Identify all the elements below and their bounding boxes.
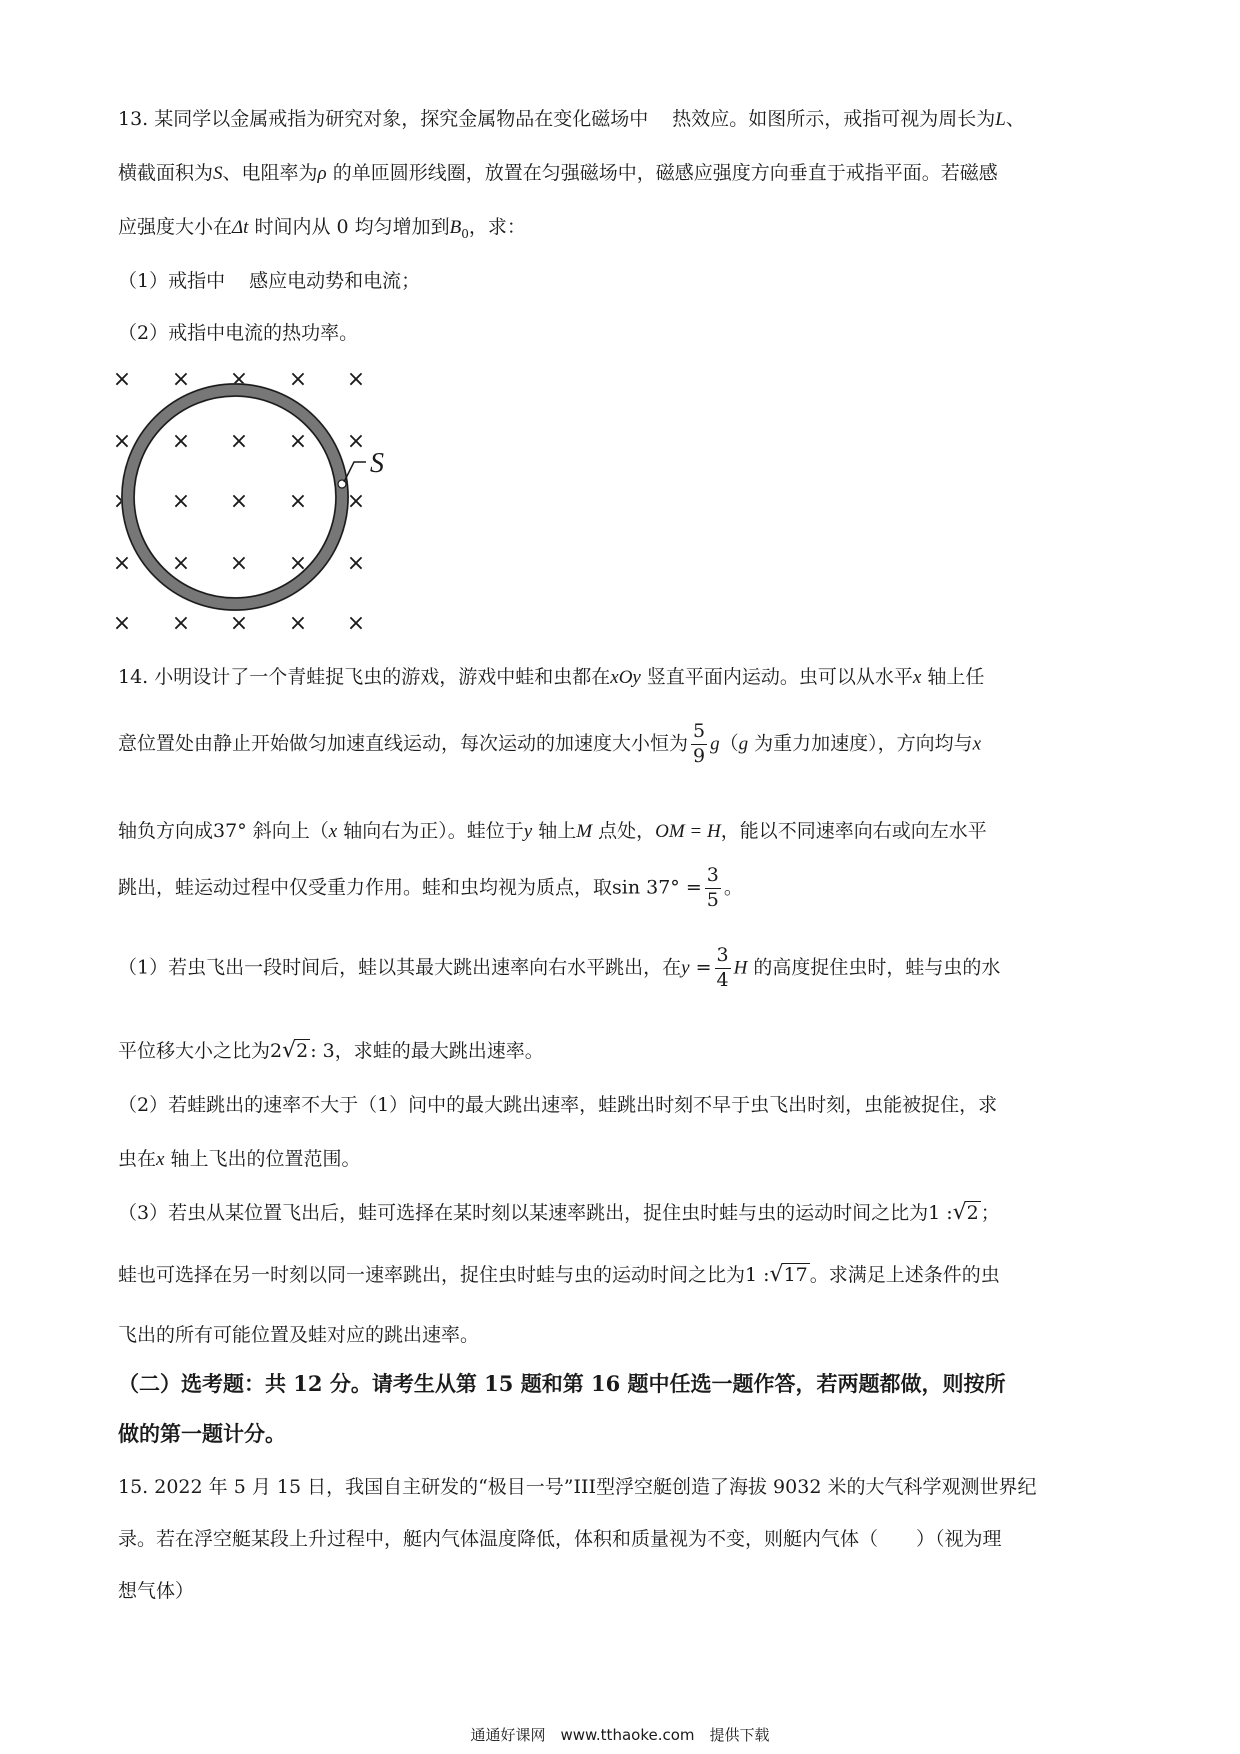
q13-line-2: 横截面积为S、电阻率为ρ 的单匝圆形线圈，放置在匀强磁场中，磁感应强度方向垂直于戒指平面。若磁感	[118, 162, 998, 184]
field-cross: ×	[346, 551, 366, 576]
q14-part-3-line-3: 飞出的所有可能位置及蛙对应的跳出速率。	[118, 1324, 480, 1346]
field-cross: ×	[171, 489, 191, 514]
field-cross: ×	[171, 551, 191, 576]
section-2-heading-line-2: 做的第一题计分。	[118, 1421, 286, 1446]
field-cross: ×	[112, 367, 132, 392]
field-cross: ×	[112, 551, 132, 576]
field-cross: ×	[112, 489, 132, 514]
fraction-3-4: $\frac{3}{4}$	[716, 944, 729, 991]
field-cross: ×	[112, 429, 132, 454]
q15-line-2: 录。若在浮空艇某段上升过程中，艇内气体温度降低，体积和质量视为不变，则艇内气体（ ）（视为理	[118, 1528, 1002, 1550]
q13-part-1: （1）戒指中 感应电动势和电流；	[118, 270, 421, 292]
q13-line-1: 13. 某同学以金属戒指为研究对象，探究金属物品在变化磁场中 热效应。如图所示，戒指可视为周长为L、	[118, 108, 1025, 130]
fraction-5-9: $\frac{5}{9}$	[693, 720, 706, 767]
q14-line-1: 14. 小明设计了一个青蛙捉飞虫的游戏，游戏中蛙和虫都在xOy 竖直平面内运动。虫可以从水平x 轴上任	[118, 666, 985, 688]
field-cross: ×	[346, 611, 366, 636]
q14-part-3-line-1: （3）若虫从某位置飞出后，蛙可选择在某时刻以某速率跳出，捉住虫时蛙与虫的运动时间之比为1 :√2 ；	[118, 1200, 1000, 1225]
ring-in-magnetic-field-figure	[100, 352, 400, 642]
q14-part-2-line-2: 虫在x 轴上飞出的位置范围。	[118, 1148, 361, 1170]
field-cross: ×	[171, 429, 191, 454]
field-cross: ×	[229, 367, 249, 392]
q14-part-2-line-1: （2）若蛙跳出的速率不大于（1）问中的最大跳出速率，蛙跳出时刻不早于虫飞出时刻，虫能被捉住，求	[118, 1094, 998, 1116]
q14-line-3: 轴负方向成37° 斜向上（x 轴向右为正）。蛙位于y 轴上M 点处，OM = H，能以不同速率向右或向左水平	[118, 820, 987, 842]
field-cross: ×	[171, 611, 191, 636]
q14-line-4: 跳出，蛙运动过程中仅受重力作用。蛙和虫均视为质点，取sin 37° = $\frac{3}{5}$ 。	[118, 864, 743, 911]
fraction-3-5: $\frac{3}{5}$	[706, 864, 719, 911]
field-cross: ×	[288, 367, 308, 392]
field-cross: ×	[346, 429, 366, 454]
field-cross: ×	[288, 551, 308, 576]
field-cross: ×	[346, 367, 366, 392]
q15-line-3: 想气体）	[118, 1580, 195, 1602]
field-cross: ×	[171, 367, 191, 392]
field-cross: ×	[229, 551, 249, 576]
field-cross: ×	[346, 489, 366, 514]
field-cross: ×	[229, 611, 249, 636]
field-cross: ×	[288, 611, 308, 636]
q14-line-2: 意位置处由静止开始做匀加速直线运动，每次运动的加速度大小恒为 $\frac{5}{9}$ g（g 为重力加速度），方向均与x	[118, 720, 982, 767]
q15-line-1: 15. 2022 年 5 月 15 日，我国自主研发的“极目一号”III型浮空艇创造了海拔 9032 米的大气科学观测世界纪	[118, 1476, 1037, 1498]
page-footer: 通通好课网 www.tthaoke.com 提供下载	[470, 1726, 770, 1744]
q14-part-1-line-1: （1）若虫飞出一段时间后，蛙以其最大跳出速率向右水平跳出，在y = $\frac{3}{4}$ H 的高度捉住虫时，蛙与虫的水	[118, 944, 1001, 991]
q13-part-2: （2）戒指中电流的热功率。	[118, 322, 359, 344]
q14-part-3-line-2: 蛙也可选择在另一时刻以同一速率跳出，捉住虫时蛙与虫的运动时间之比为1 :√17 。求满足上述条件的虫	[118, 1262, 1000, 1287]
field-cross: ×	[229, 489, 249, 514]
section-2-heading-line-1: （二）选考题：共 12 分。请考生从第 15 题和第 16 题中任选一题作答，若两题都做，则按所	[118, 1371, 1006, 1396]
field-cross: ×	[112, 611, 132, 636]
q14-part-1-line-2: 平位移大小之比为2√2 : 3，求蛙的最大跳出速率。	[118, 1038, 544, 1063]
field-cross: ×	[229, 429, 249, 454]
field-cross: ×	[288, 429, 308, 454]
cross-section-label: S	[370, 448, 384, 479]
q13-line-3: 应强度大小在Δt 时间内从 0 均匀增加到$B_0$，求：	[118, 216, 526, 241]
field-cross: ×	[288, 489, 308, 514]
